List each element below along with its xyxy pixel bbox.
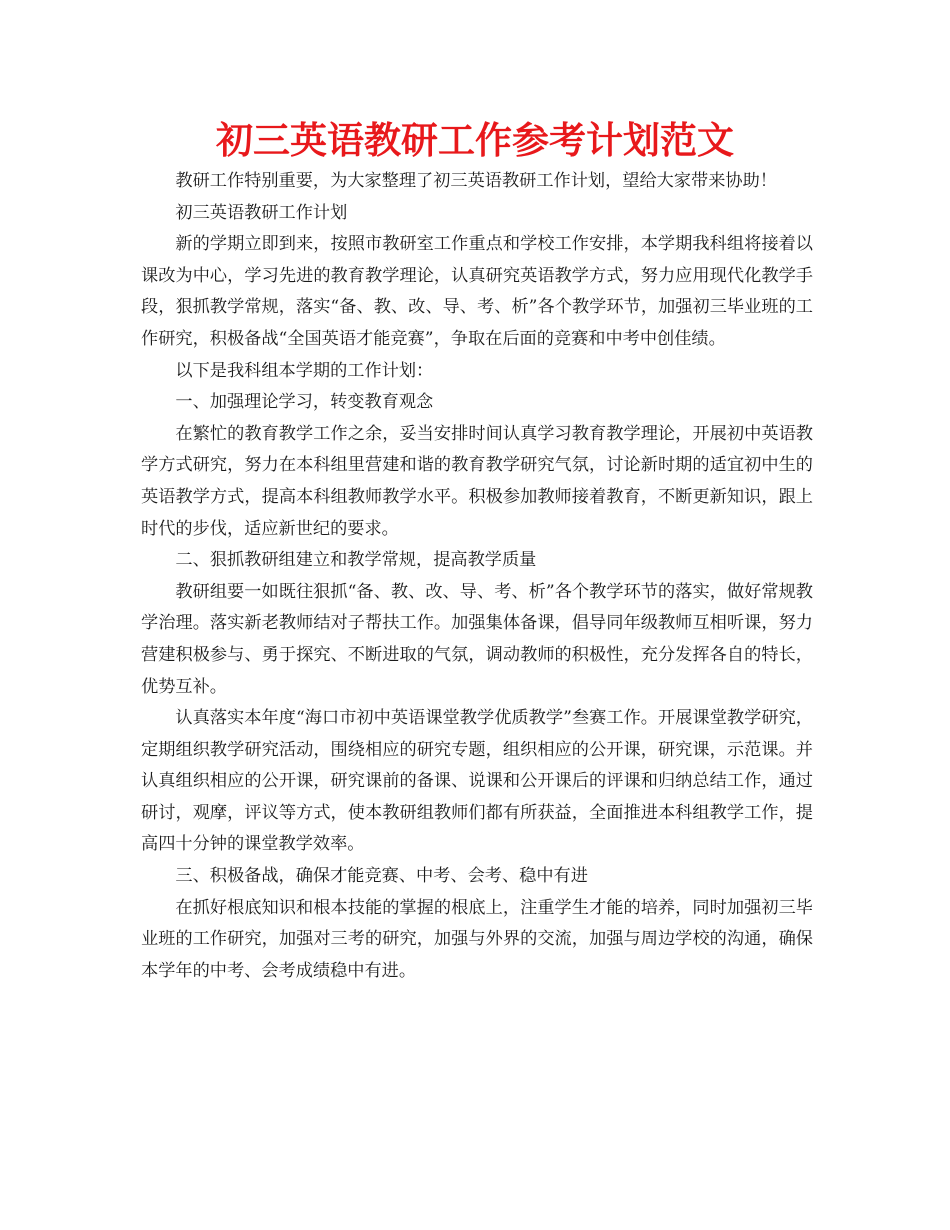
section-heading-2: 二、狠抓教研组建立和教学常规，提高教学质量 <box>175 550 537 571</box>
intro-paragraph: 教研工作特别重要，为大家整理了初三英语教研工作计划，望给大家带来协助！ <box>175 171 777 191</box>
body-paragraph: 新的学期立即到来，按照市教研室工作重点和学校工作安排，本学期我科组将接着以课改为中心，学习先进的教育教学理论，认真研究英语教学方式，努力应用现代化教学手段，狠抓教学常规，落实“备、教、改、导、考、析”各个教学环节，加强初三毕业班的工作研究，积极备战“全国英语才能竞赛”，争取在后面的竞赛和中考中创佳绩。 <box>141 234 813 349</box>
body-paragraph: 在抓好根底知识和根本技能的掌握的根底上，注重学生才能的培养，同时加强初三毕业班的工作研究，加强对三考的研究，加强与外界的交流，加强与周边学校的沟通，确保本学年的中考、会考成绩稳中有进。 <box>141 897 813 981</box>
document-body <box>141 166 813 987</box>
plan-heading: 初三英语教研工作计划 <box>175 202 348 223</box>
body-paragraph: 在繁忙的教育教学工作之余，妥当安排时间认真学习教育教学理论，开展初中英语教学方式研究，努力在本科组里营建和谐的教育教学研究气氛，讨论新时期的适宜初中生的英语教学方式，提高本科组教师教学水平。积极参加教师接着教育，不断更新知识，跟上时代的步伐，适应新世纪的要求。 <box>141 423 813 539</box>
body-paragraph: 教研组要一如既往狠抓“备、教、改、导、考、析”各个教学环节的落实，做好常规教学治理。落实新老教师结对子帮扶工作。加强集体备课，倡导同年级教师互相听课，努力营建积极参与、勇于探究、不断进取的气氛，调动教师的积极性，充分发挥各自的特长，优势互补。 <box>141 581 813 697</box>
section-heading-1: 一、加强理论学习，转变教育观念 <box>175 392 434 413</box>
document-title: 初三英语教研工作参考计划范文 <box>216 119 734 162</box>
section-heading-3: 三、积极备战，确保才能竞赛、中考、会考、稳中有进 <box>175 866 588 887</box>
body-paragraph: 认真落实本年度“海口市初中英语课堂教学优质教学”叁赛工作。开展课堂教学研究，定期组织教学研究活动，围绕相应的研究专题，组织相应的公开课，研究课，示范课。并认真组织相应的公开课，研究课前的备课、说课和公开课后的评课和归纳总结工作，通过研讨，观摩，评议等方式，使本教研组教师们都有所获益，全面推进本科组教学工作，提高四十分钟的课堂教学效率。 <box>141 708 813 855</box>
plan-intro: 以下是我科组本学期的工作计划： <box>175 360 434 381</box>
